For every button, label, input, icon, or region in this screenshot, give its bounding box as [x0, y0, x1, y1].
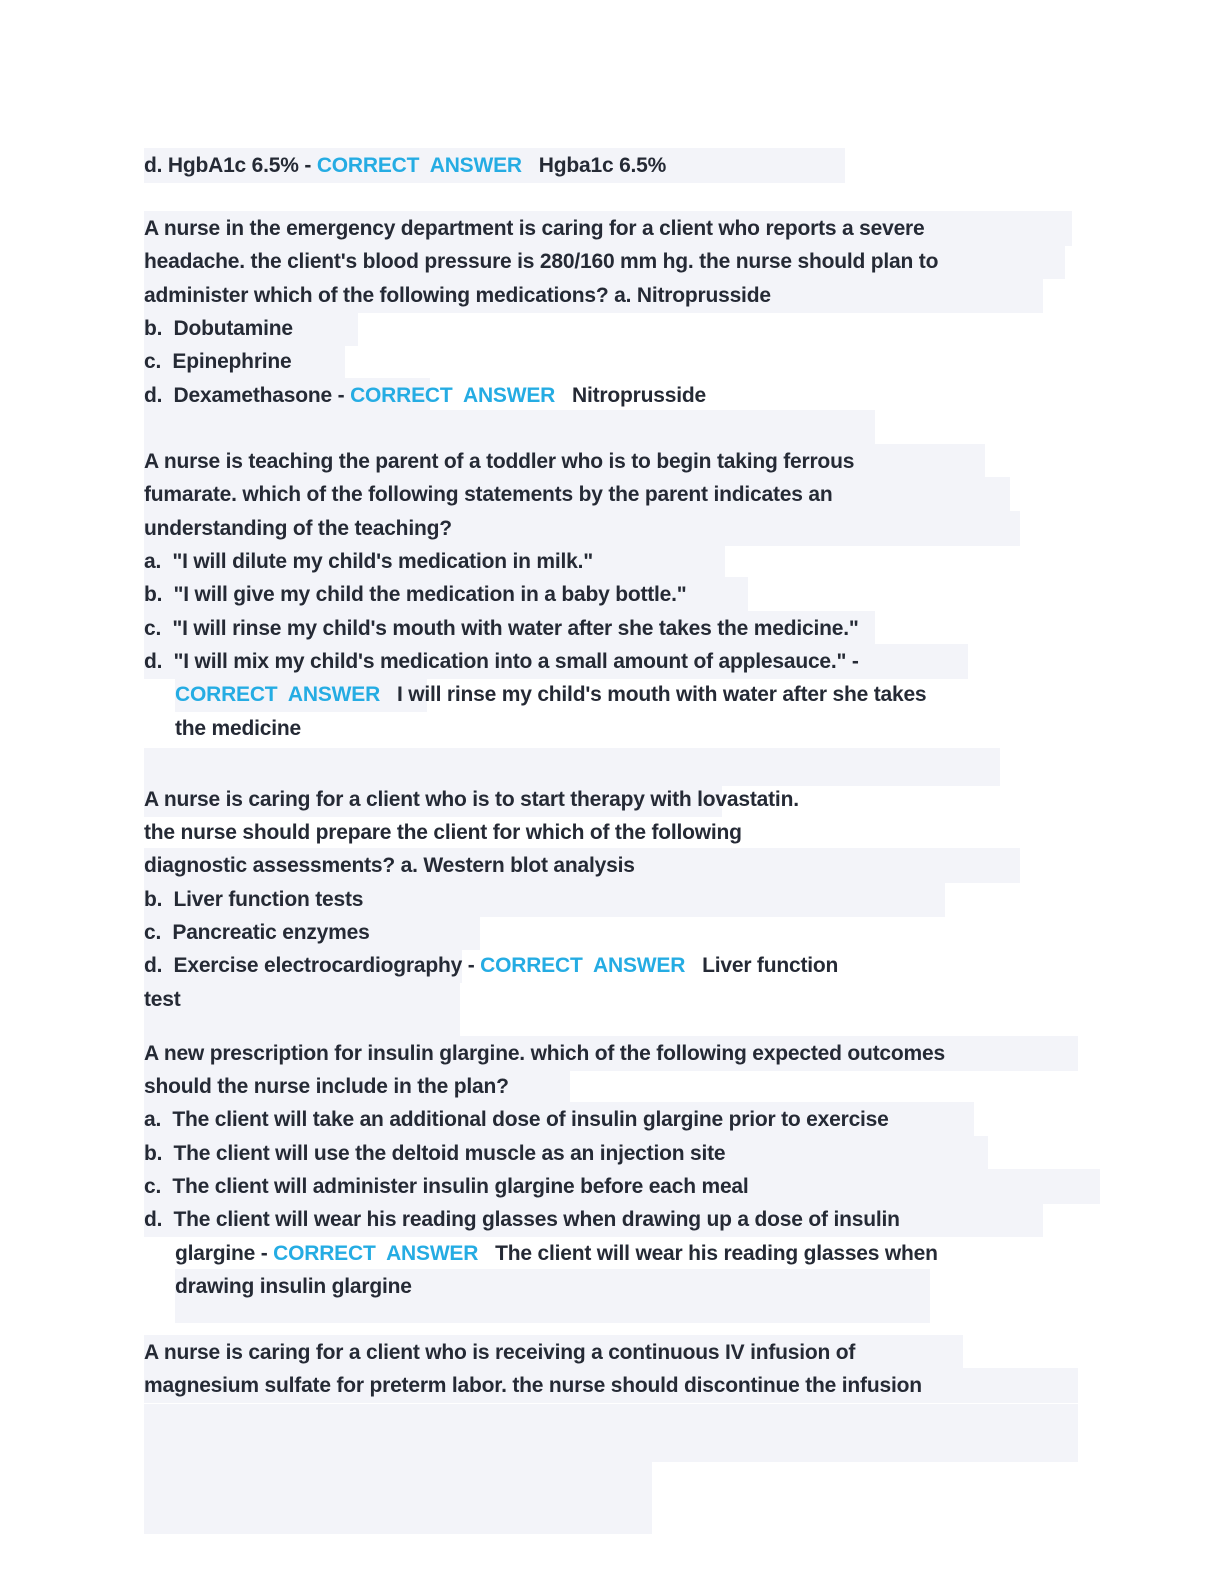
text-line: [175, 1271, 412, 1303]
text-line: [144, 513, 452, 545]
text-highlight: [144, 982, 460, 1017]
body-text: magnesium sulfate for preterm labor. the nurse should discontinue the infusion: [144, 1374, 922, 1397]
body-text: Hgba1c 6.5%: [521, 154, 667, 177]
text-line: [144, 1204, 900, 1236]
correct-answer-label: CORRECT ANSWER: [316, 154, 522, 177]
body-text: d. Exercise electrocardiography -: [144, 954, 481, 977]
highlight-block: [144, 1462, 652, 1534]
body-text: the nurse should prepare the client for which of the following: [144, 821, 742, 844]
text-line: [144, 446, 854, 478]
text-line: [144, 1071, 509, 1103]
body-text: A new prescription for insulin glargine. which of the following expected outcomes: [144, 1042, 945, 1065]
text-line: [144, 579, 687, 611]
text-line: [144, 613, 859, 645]
text-line: [144, 950, 838, 982]
body-text: d. Dexamethasone -: [144, 384, 351, 407]
text-line: [175, 679, 926, 711]
text-line: [144, 213, 925, 245]
text-line: [175, 1238, 938, 1270]
body-text: The client will wear his reading glasses when: [478, 1242, 938, 1265]
text-line: [144, 280, 771, 312]
body-text: A nurse in the emergency department is caring for a client who reports a severe: [144, 217, 925, 240]
text-line: [144, 1370, 922, 1402]
body-text: should the nurse include in the plan?: [144, 1075, 509, 1098]
text-line: [144, 984, 181, 1016]
body-text: a. "I will dilute my child's medication in milk.": [144, 550, 594, 573]
body-text: A nurse is caring for a client who is receiving a continuous IV infusion of: [144, 1341, 856, 1364]
text-line: [144, 479, 832, 511]
body-text: b. Liver function tests: [144, 888, 364, 911]
text-line: [144, 784, 799, 816]
body-text: headache. the client's blood pressure is 280/160 mm hg. the nurse should plan to: [144, 250, 939, 273]
body-text: Liver function: [685, 954, 839, 977]
body-text: A nurse is teaching the parent of a toddler who is to begin taking ferrous: [144, 450, 855, 473]
text-line: [144, 313, 293, 345]
body-text: the medicine: [175, 717, 301, 740]
text-line: [144, 1138, 725, 1170]
highlight-block: [175, 1303, 930, 1323]
text-line: [144, 380, 706, 412]
text-line: [175, 713, 301, 745]
body-text: fumarate. which of the following statements by the parent indicates an: [144, 483, 833, 506]
body-text: Nitroprusside: [555, 384, 706, 407]
body-text: c. Pancreatic enzymes: [144, 921, 370, 944]
body-text: administer which of the following medications? a. Nitroprusside: [144, 284, 771, 307]
body-text: diagnostic assessments? a. Western blot analysis: [144, 854, 635, 877]
text-line: [144, 884, 363, 916]
correct-answer-label: CORRECT ANSWER: [480, 954, 686, 977]
correct-answer-label: CORRECT ANSWER: [273, 1242, 479, 1265]
body-text: b. Dobutamine: [144, 317, 293, 340]
body-text: understanding of the teaching?: [144, 517, 452, 540]
text-line: [144, 817, 742, 849]
body-text: drawing insulin glargine: [175, 1275, 412, 1298]
body-text: c. "I will rinse my child's mouth with water after she takes the medicine.": [144, 617, 859, 640]
body-text: I will rinse my child's mouth with water after she takes: [380, 683, 927, 706]
text-line: [144, 850, 635, 882]
body-text: c. The client will administer insulin glargine before each meal: [144, 1175, 749, 1198]
text-line: [144, 646, 859, 678]
body-text: d. "I will mix my child's medication into a small amount of applesauce." -: [144, 650, 859, 673]
text-line: [144, 546, 593, 578]
highlight-block: [144, 410, 875, 444]
highlight-block: [144, 748, 1000, 786]
correct-answer-label: CORRECT ANSWER: [175, 683, 381, 706]
highlight-block: [144, 1404, 1078, 1462]
text-line: [144, 1337, 855, 1369]
highlight-block: [144, 1014, 460, 1038]
text-line: [144, 1038, 945, 1070]
text-line: [144, 246, 938, 278]
body-text: b. The client will use the deltoid muscle as an injection site: [144, 1142, 726, 1165]
body-text: test: [144, 988, 181, 1011]
correct-answer-label: CORRECT ANSWER: [350, 384, 556, 407]
body-text: d. The client will wear his reading glasses when drawing up a dose of insulin: [144, 1208, 900, 1231]
text-line: [144, 1171, 749, 1203]
text-line: [144, 150, 666, 182]
body-text: b. "I will give my child the medication in a baby bottle.": [144, 583, 687, 606]
body-text: c. Epinephrine: [144, 350, 292, 373]
text-line: [144, 1104, 889, 1136]
body-text: A nurse is caring for a client who is to start therapy with lovastatin.: [144, 788, 799, 811]
text-line: [144, 917, 370, 949]
body-text: glargine -: [175, 1242, 274, 1265]
body-text: d. HgbA1c 6.5% -: [144, 154, 317, 177]
text-line: [144, 346, 292, 378]
body-text: a. The client will take an additional dose of insulin glargine prior to exercise: [144, 1108, 889, 1131]
